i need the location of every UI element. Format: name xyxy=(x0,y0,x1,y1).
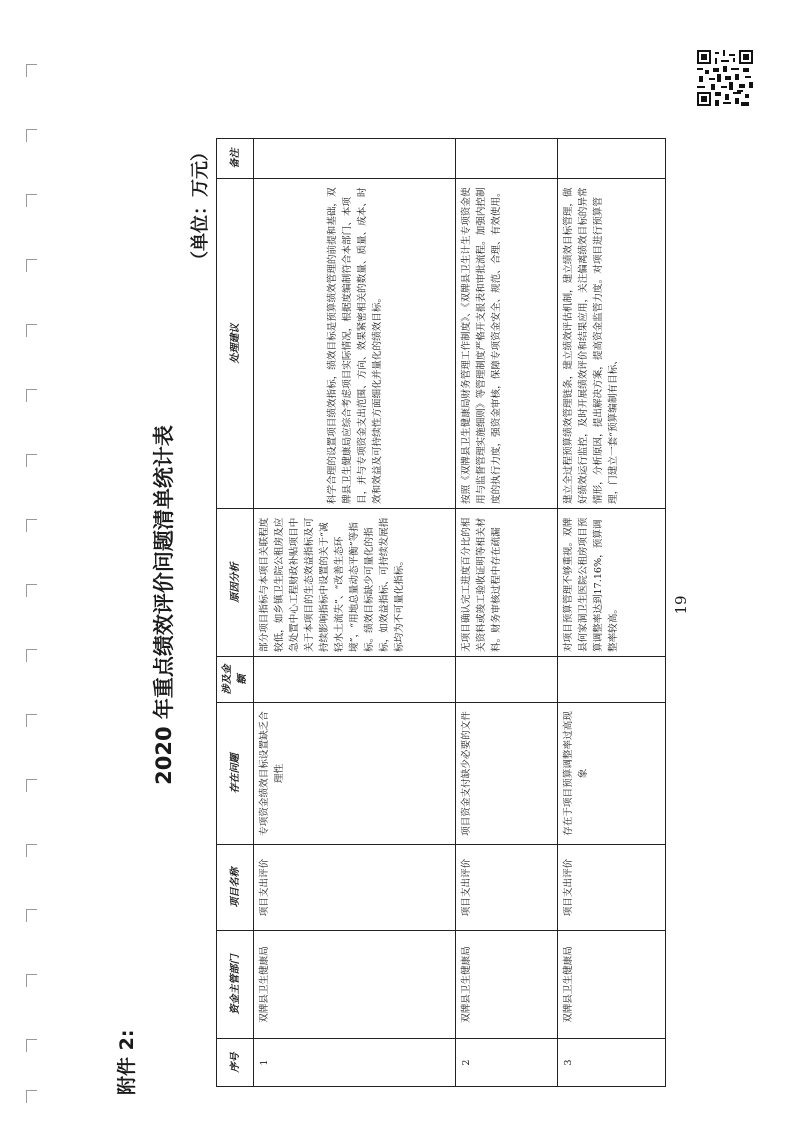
table-header-row xyxy=(217,139,254,1087)
binding-mark xyxy=(26,454,37,467)
cell-remark xyxy=(456,139,558,179)
cell-dept: 双牌县卫生健康局 xyxy=(456,931,558,1039)
cell-issue: 专项资金绩效目标设置缺乏合理性 xyxy=(254,703,456,845)
cell-reason: 部分项目指标与本项目关联程度较低，如乡镇卫生院公租房及应急处置中心工程财政补贴项目中关于本项目的生态效益指标及可持续影响指标中设置的关于“减轻水土流失”、“改善生态环境”，“用地总量动态平衡”等指标。绩效目标缺少可量化的指标，如效益指标、可持续发展指标均为不可量化指标。 xyxy=(254,509,456,657)
cell-no: 1 xyxy=(254,1039,456,1087)
binding-mark xyxy=(26,519,37,532)
header-amount: 涉及金额 xyxy=(217,657,254,703)
cell-dept: 双牌县卫生健康局 xyxy=(254,931,456,1039)
header-issue: 存在问题 xyxy=(217,703,254,845)
qr-code-icon xyxy=(697,50,753,106)
binding-mark xyxy=(26,324,37,337)
header-project: 项目名称 xyxy=(217,845,254,931)
header-advice: 处理建议 xyxy=(217,179,254,509)
cell-no: 2 xyxy=(456,1039,558,1087)
attachment-label: 附件 2: xyxy=(116,1029,138,1095)
cell-issue: 存在于项目预算调整率过高现象 xyxy=(558,703,666,845)
binding-mark xyxy=(26,64,37,77)
table-row xyxy=(254,139,456,1087)
header-dept: 资金主管部门 xyxy=(217,931,254,1039)
cell-advice: 科学合理的设置项目绩效指标，绩效目标是预算绩效管理的前提和基础，双牌县卫生健康局应综合考虑项目实际情况，根据度编制符合本部门、本项目，并与专项资金支出范围、方向、效果紧密相关的数量、质量、成本、时效和效益及可持续性方面细化并量化的绩效目标。 xyxy=(254,179,456,509)
cell-issue: 项目资金支付缺少必要的文件 xyxy=(456,703,558,845)
cell-amount xyxy=(456,657,558,703)
binding-mark xyxy=(26,844,37,857)
page-number: 19 xyxy=(672,595,690,615)
cell-dept: 双牌县卫生健康局 xyxy=(558,931,666,1039)
cell-reason: 对项目预算管理不够重视。双牌县何家洞卫生医院公租房项目预算调整率达到17.16%，预算调整率较高。 xyxy=(558,509,666,657)
cell-project: 项目支出评价 xyxy=(254,845,456,931)
binding-mark xyxy=(26,779,37,792)
cell-advice: 按照《双牌县卫生健康局财务管理工作制度》、《双牌县卫生计生专项资金使用与监督管理实施细则》等管理制度严格开支报表和审批流程。加强内控制度的执行力度，强资金审核，保障专项资金安全、规范、合理、有效使用。 xyxy=(456,179,558,509)
header-reason: 原因分析 xyxy=(217,509,254,657)
binding-mark xyxy=(26,584,37,597)
binding-mark xyxy=(26,1090,37,1103)
cell-remark xyxy=(254,139,456,179)
cell-amount xyxy=(254,657,456,703)
binding-mark xyxy=(26,714,37,727)
cell-no: 3 xyxy=(558,1039,666,1087)
table-row xyxy=(558,139,666,1087)
binding-mark xyxy=(26,259,37,272)
binding-mark xyxy=(26,129,37,142)
binding-mark xyxy=(26,194,37,207)
header-remark: 备注 xyxy=(217,139,254,179)
header-no: 序号 xyxy=(217,1039,254,1087)
unit-label: （单位：万元） xyxy=(190,143,211,269)
binding-mark xyxy=(26,909,37,922)
cell-advice: 建立全过程预算绩效管理链条，建立绩效评估机制，建立绩效目标管理，做好绩效运行监控，及时开展绩效评价和结果应用，关注偏离绩效目标的异常情形，分析原因，提出解决方案，提高资金监管力度。对项目进行预算管理，门建立一套“预算编制有目标、 xyxy=(558,179,666,509)
cell-project: 项目支出评价 xyxy=(558,845,666,931)
issue-table xyxy=(216,138,666,1087)
binding-mark xyxy=(26,974,37,987)
cell-project: 项目支出评价 xyxy=(456,845,558,931)
cell-amount xyxy=(558,657,666,703)
cell-reason: 无项目确认完工进度百分比的相关资料或竣工验收证明等相关材料。财务审核过程中存在疏漏 xyxy=(456,509,558,657)
cell-remark xyxy=(558,139,666,179)
document-title: 2020 年重点绩效评价问题清单统计表 xyxy=(152,425,176,785)
table-row xyxy=(456,139,558,1087)
binding-mark xyxy=(26,389,37,402)
binding-mark xyxy=(26,649,37,662)
rotated-page xyxy=(90,105,770,1105)
binding-mark xyxy=(26,1039,37,1052)
